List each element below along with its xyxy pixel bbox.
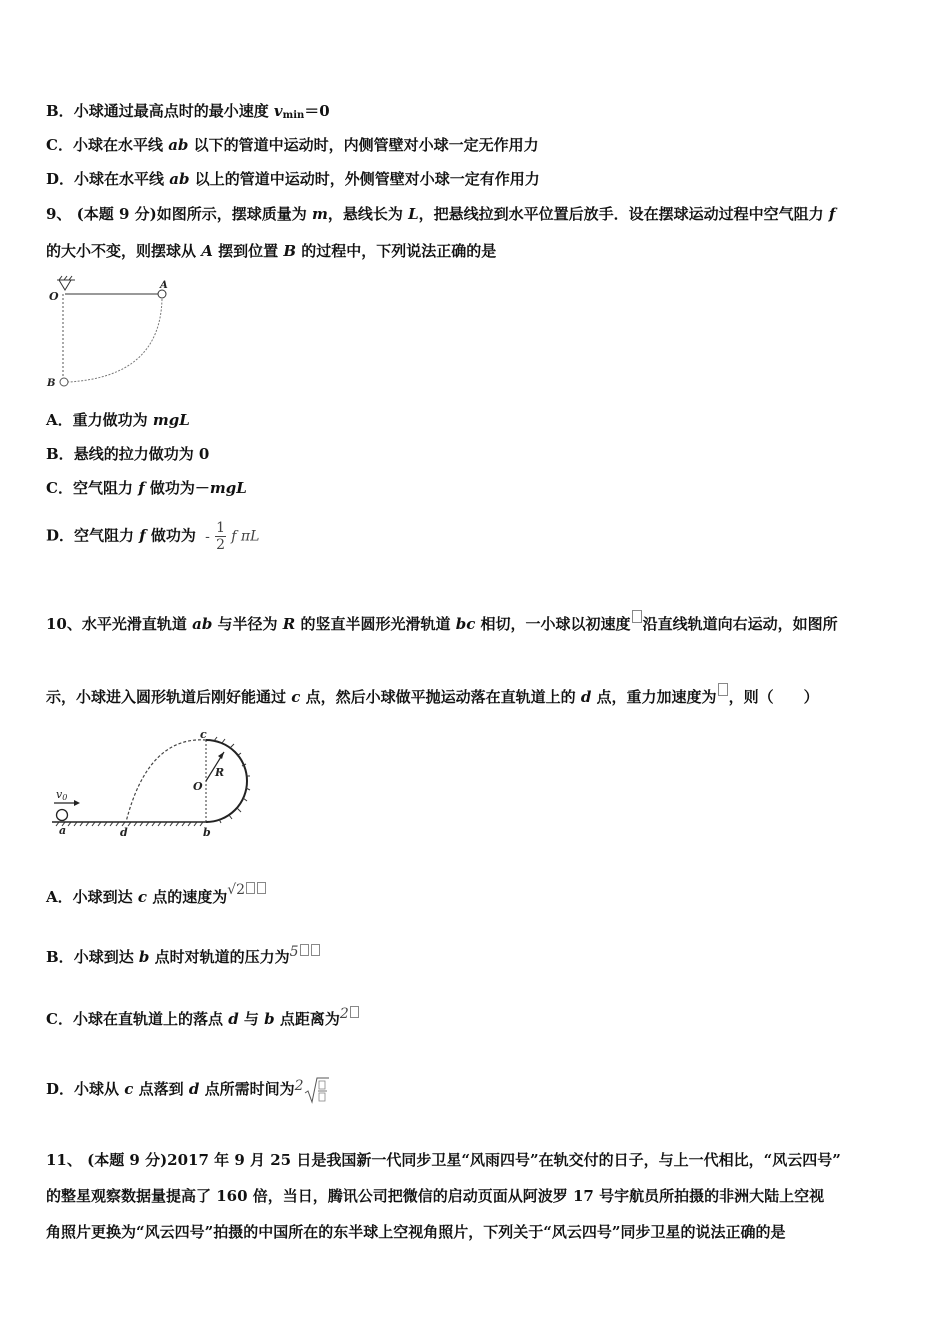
label-o: O [193,780,203,793]
q8-option-d: D．小球在水平线 ab 以上的管道中运动时，外侧管壁对小球一定有作用力 [46,170,540,188]
pendulum-figure [40,272,180,392]
q8-option-b: B．小球通过最高点时的最小速度 $v_{min}=0$ [46,102,330,121]
missing-symbol-icon [718,683,728,696]
q10-option-c: C．小球在直轨道上的落点 d 与 b 点距离为2 [46,1000,360,1033]
label-a: A [160,280,168,291]
missing-symbol-icon [300,944,309,956]
sqrt-icon [304,1075,330,1105]
missing-symbol-icon [257,882,266,894]
q10-option-a: A．小球到达 c 点的速度为√2 [46,876,267,911]
ball [57,810,68,821]
missing-symbol-icon [246,882,255,894]
pivot-triangle [59,280,71,290]
velocity-arrowhead [74,800,80,806]
swing-arc [68,299,162,382]
q8-option-c: C．小球在水平线 ab 以下的管道中运动时，内侧管壁对小球一定无作用力 [46,136,539,154]
label-b: B [47,378,56,389]
fraction-half: $\frac{1}{2}$ [216,520,226,553]
track-figure [48,728,268,843]
q9-option-a: A．重力做功为 mgL [46,411,190,429]
q9-stem-line1: 9、 (本题 9 分)如图所示，摆球质量为 m，悬线长为 L，把悬线拉到水平位置后放手．设在摆球运动过程中空气阻力 f [46,205,836,223]
q9-option-c: C．空气阻力 f 做功为－mgL [46,479,247,497]
label-c: c [200,728,207,741]
label-v0: v0 [56,788,68,802]
q11-stem-line3: 角照片更换为“风云四号”拍摄的中国所在的东半球上空视角照片，下列关于“风云四号”同步卫星的说法正确的是 [46,1223,786,1241]
ball-a [158,290,166,298]
q10-stem-line1: 10、水平光滑直轨道 ab 与半径为 R 的竖直半圆形光滑轨道 bc 相切，一小球以初速度 沿直线轨道向右运动，如图所 [46,610,838,634]
missing-symbol-icon [311,944,320,956]
label-a: a [59,824,67,837]
q10-option-d: D．小球从 c 点落到 d 点所需时间为2 [46,1068,330,1107]
q9-option-d: D．空气阻力 f 做功为 - $\frac{1}{2}$ f πL [46,520,260,553]
q9-stem-line2: 的大小不变，则摆球从 A 摆到位置 B 的过程中，下列说法正确的是 [46,242,497,260]
q10-stem-line2: 示，小球进入圆形轨道后刚好能通过 c 点，然后小球做平抛运动落在直轨道上的 d 点，重力加速度为 ，则（ ） [46,683,819,707]
q9-option-b: B．悬线的拉力做功为 0 [46,445,210,463]
label-b: b [203,826,211,839]
ball-b [60,378,68,386]
missing-symbol-icon [350,1006,359,1018]
q11-stem-line1: 11、 (本题 9 分)2017 年 9 月 25 日是我国新一代同步卫星“风雨四号”在轨交付的日子，与上一代相比，“风云四号” [46,1151,841,1169]
q11-stem-line2: 的整星观察数据量提高了 160 倍，当日，腾讯公司把微信的启动页面从阿波罗 17 号宇航员所拍摄的非洲大陆上空视 [46,1187,825,1205]
missing-symbol-icon [632,610,642,623]
label-r: R [215,766,225,779]
semicircle-track [206,740,247,822]
q10-option-b: B．小球到达 b 点时对轨道的压力为5 [46,938,321,971]
radius-arrowhead [218,752,224,759]
label-d: d [120,826,128,839]
ceiling-hatch [57,276,75,280]
label-o: O [49,290,59,303]
